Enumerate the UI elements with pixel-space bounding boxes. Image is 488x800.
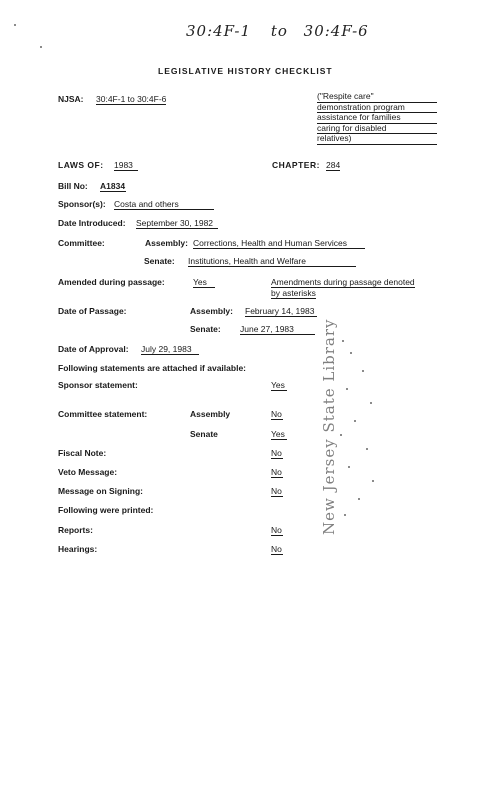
scan-speck <box>358 498 360 500</box>
printed-heading: Following were printed: <box>58 505 154 515</box>
date-of-passage-label: Date of Passage: <box>58 306 127 316</box>
description-line: relatives) <box>317 134 437 145</box>
handwritten-from: 30:4F-1 <box>186 22 252 40</box>
handwritten-citation <box>186 22 369 40</box>
sponsor-statement-label: Sponsor statement: <box>58 380 138 390</box>
fiscal-note-value: No <box>271 448 282 458</box>
veto-message-value: No <box>271 467 282 477</box>
attached-heading: Following statements are attached if available: <box>58 363 246 373</box>
scan-speck <box>344 514 346 516</box>
committee-statement-senate-value: Yes <box>271 429 287 440</box>
passage-assembly-label: Assembly: <box>190 306 233 316</box>
passage-senate-label: Senate: <box>190 324 221 334</box>
handwritten-to: 30:4F-6 <box>303 22 369 40</box>
date-introduced-label: Date Introduced: <box>58 218 126 228</box>
committee-statement-senate-label: Senate <box>190 429 218 439</box>
scan-speck <box>40 46 42 48</box>
message-on-signing-label: Message on Signing: <box>58 486 144 496</box>
scan-speck <box>14 24 16 26</box>
amended-value: Yes <box>193 277 215 288</box>
passage-assembly-value: February 14, 1983 <box>245 306 317 317</box>
scan-speck <box>350 352 352 354</box>
committee-senate-value: Institutions, Health and Welfare <box>188 256 356 267</box>
date-of-approval-label: Date of Approval: <box>58 344 129 354</box>
committee-statement-assembly-value: No <box>271 409 282 419</box>
amended-label: Amended during passage: <box>58 277 165 287</box>
bill-no-value: A1834 <box>100 181 126 191</box>
amended-note-line2: by asterisks <box>271 288 316 298</box>
scan-speck <box>362 370 364 372</box>
sponsors-label: Sponsor(s): <box>58 199 106 209</box>
description-line: caring for disabled <box>317 124 437 135</box>
committee-label: Committee: <box>58 238 105 248</box>
date-introduced-value: September 30, 1982 <box>136 218 218 229</box>
njsa-label: NJSA: <box>58 94 84 104</box>
handwritten-to-word: to <box>270 22 288 40</box>
scan-speck <box>354 420 356 422</box>
chapter-value: 284 <box>326 160 341 170</box>
description-line: assistance for families <box>317 113 437 124</box>
passage-senate-value: June 27, 1983 <box>240 324 315 335</box>
sponsors-value: Costa and others <box>114 199 214 210</box>
stamp-text: New Jersey State Library <box>320 318 338 535</box>
scan-speck <box>348 466 350 468</box>
committee-assembly-value: Corrections, Health and Human Services <box>193 238 365 249</box>
date-of-approval-value: July 29, 1983 <box>141 344 199 355</box>
bill-no-label: Bill No: <box>58 181 88 191</box>
fiscal-note-label: Fiscal Note: <box>58 448 107 458</box>
committee-assembly-label: Assembly: <box>145 238 188 248</box>
scan-speck <box>346 388 348 390</box>
sponsor-statement-value: Yes <box>271 380 287 391</box>
committee-statement-assembly-label: Assembly <box>190 409 231 419</box>
veto-message-label: Veto Message: <box>58 467 118 477</box>
committee-statement-label: Committee statement: <box>58 409 148 419</box>
message-on-signing-value: No <box>271 486 282 496</box>
page-title: LEGISLATIVE HISTORY CHECKLIST <box>158 66 333 76</box>
scan-speck <box>366 448 368 450</box>
bill-description <box>317 92 437 145</box>
description-line: demonstration program <box>317 103 437 114</box>
hearings-value: No <box>271 544 282 554</box>
description-line: ("Respite care" <box>317 92 437 103</box>
reports-label: Reports: <box>58 525 93 535</box>
scan-speck <box>340 434 342 436</box>
laws-of-label: LAWS OF: <box>58 160 104 170</box>
scan-speck <box>370 402 372 404</box>
committee-senate-label: Senate: <box>144 256 175 266</box>
chapter-label: CHAPTER: <box>272 160 320 170</box>
scan-speck <box>372 480 374 482</box>
hearings-label: Hearings: <box>58 544 98 554</box>
laws-of-value: 1983 <box>114 160 138 171</box>
reports-value: No <box>271 525 282 535</box>
library-stamp <box>310 318 390 545</box>
amended-note-line1: Amendments during passage denoted <box>271 277 415 287</box>
njsa-value: 30:4F-1 to 30:4F-6 <box>96 94 167 104</box>
scan-speck <box>342 340 344 342</box>
amended-note <box>271 277 415 299</box>
